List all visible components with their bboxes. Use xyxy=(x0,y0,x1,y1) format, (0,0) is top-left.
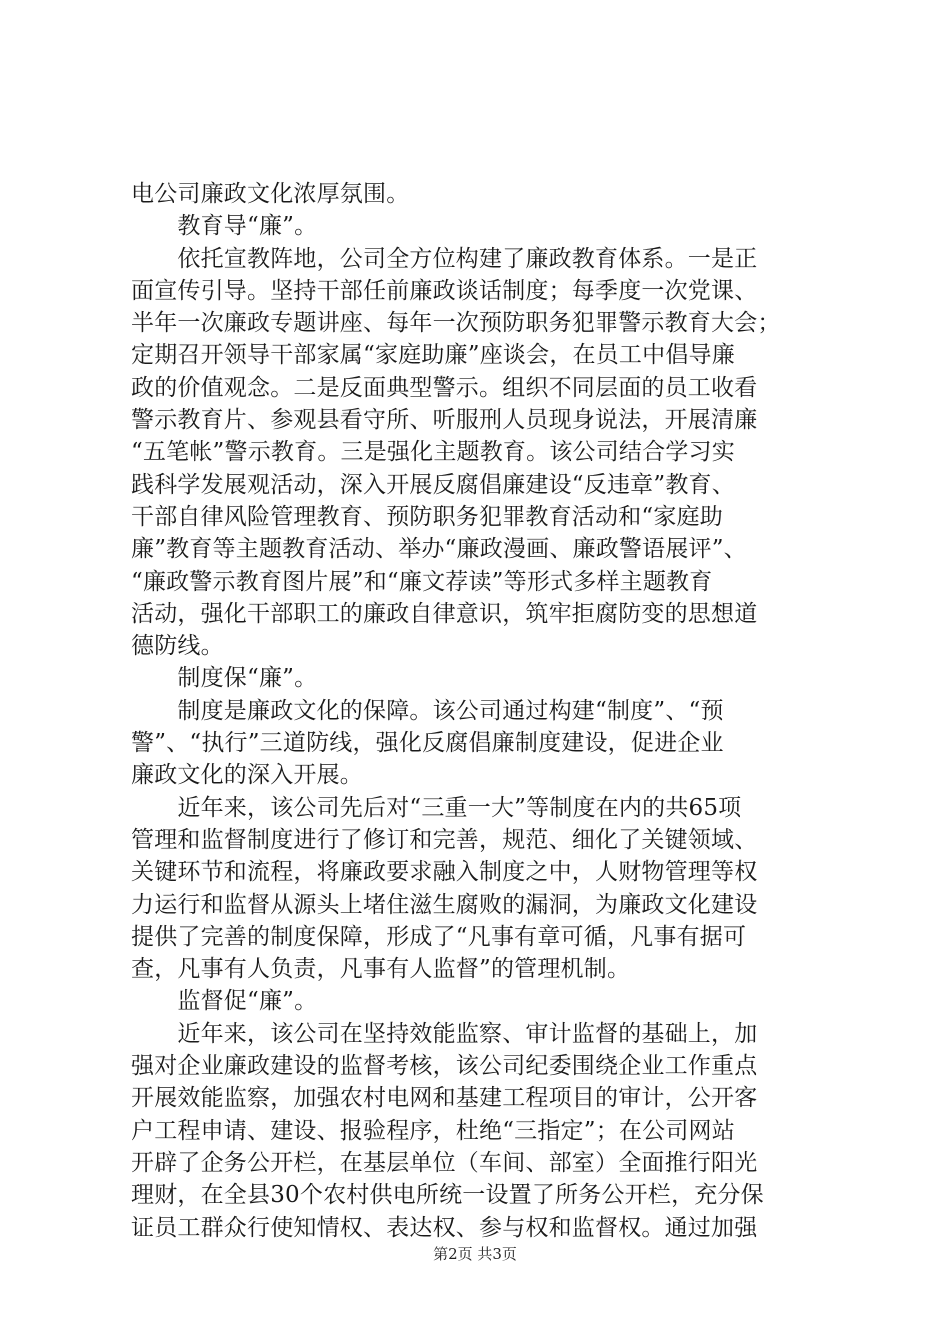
text-line: 户工程申请、建设、报验程序，杜绝“三指定”；在公司网站 xyxy=(131,1117,735,1144)
text-line: 近年来，该公司在坚持效能监察、审计监督的基础上，加 xyxy=(131,1020,758,1047)
section-heading-system: 制度保“廉”。 xyxy=(131,665,318,692)
text-line: 半年一次廉政专题讲座、每年一次预防职务犯罪警示教育大会； xyxy=(131,310,781,337)
section-heading-education: 教育导“廉”。 xyxy=(131,213,318,240)
text-line: 制度是廉政文化的保障。该公司通过构建“制度”、“预 xyxy=(131,697,724,724)
page-number-footer: 第2页 共3页 xyxy=(433,1245,517,1263)
text-line: 电公司廉政文化浓厚氛围。 xyxy=(131,181,410,207)
text-line: 关键环节和流程，将廉政要求融入制度之中，人财物管理等权 xyxy=(131,859,758,886)
text-line: 定期召开领导干部家属“家庭助廉”座谈会，在员工中倡导廉 xyxy=(131,342,735,369)
text-line: 依托宣教阵地，公司全方位构建了廉政教育体系。一是正 xyxy=(131,245,758,272)
text-line: 干部自律风险管理教育、预防职务犯罪教育活动和“家庭助 xyxy=(131,503,723,530)
text-line: 开辟了企务公开栏，在基层单位（车间、部室）全面推行阳光 xyxy=(131,1149,758,1176)
text-line: 廉政文化的深入开展。 xyxy=(131,762,363,789)
text-line: 开展效能监察，加强农村电网和基建工程项目的审计，公开客 xyxy=(131,1085,758,1112)
text-line: 廉”教育等主题教育活动、举办“廉政漫画、廉政警语展评”、 xyxy=(131,536,747,563)
text-line: 警示教育片、参观县看守所、听服刑人员现身说法，开展清廉 xyxy=(131,407,758,434)
body-text xyxy=(131,178,831,1244)
text-line: 政的价值观念。二是反面典型警示。组织不同层面的员工收看 xyxy=(131,374,758,401)
section-heading-supervision: 监督促“廉”。 xyxy=(131,988,318,1015)
text-line: “五笔帐”警示教育。三是强化主题教育。该公司结合学习实 xyxy=(131,439,735,466)
text-line: 践科学发展观活动，深入开展反腐倡廉建设“反违章”教育、 xyxy=(131,471,735,498)
text-line: 理财，在全县30个农村供电所统一设置了所务公开栏，充分保 xyxy=(131,1182,764,1209)
text-line: 近年来，该公司先后对“三重一大”等制度在内的共65项 xyxy=(131,794,742,821)
text-line: 力运行和监督从源头上堵住滋生腐败的漏洞，为廉政文化建设 xyxy=(131,891,758,918)
text-line: 查，凡事有人负责，凡事有人监督”的管理机制。 xyxy=(131,956,631,983)
text-line: “廉政警示教育图片展”和“廉文荐读”等形式多样主题教育 xyxy=(131,568,713,595)
text-line: 提供了完善的制度保障，形成了“凡事有章可循，凡事有据可 xyxy=(131,923,747,950)
text-line: 证员工群众行使知情权、表达权、参与权和监督权。通过加强 xyxy=(131,1214,758,1241)
text-line: 警”、“执行”三道防线，强化反腐倡廉制度建设，促进企业 xyxy=(131,730,724,757)
text-line: 面宣传引导。坚持干部任前廉政谈话制度；每季度一次党课、 xyxy=(131,277,758,304)
text-line: 活动，强化干部职工的廉政自律意识，筑牢拒腐防变的思想道 xyxy=(131,600,758,627)
text-line: 德防线。 xyxy=(131,633,224,660)
text-line: 管理和监督制度进行了修订和完善，规范、细化了关键领域、 xyxy=(131,826,758,853)
text-line: 强对企业廉政建设的监督考核，该公司纪委围绕企业工作重点 xyxy=(131,1053,758,1080)
